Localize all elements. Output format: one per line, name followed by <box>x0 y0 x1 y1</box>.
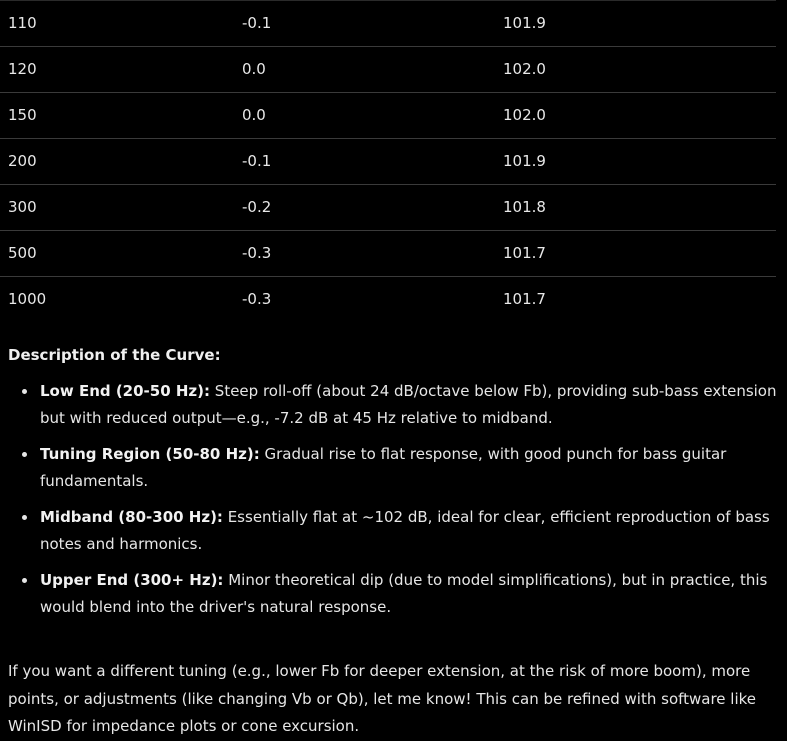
frequency-cell: 110 <box>8 14 37 32</box>
description-list <box>0 378 780 630</box>
spl-cell: 101.7 <box>503 244 546 262</box>
relative-db-cell: -0.1 <box>242 152 272 170</box>
response-table <box>0 0 776 322</box>
bullet-icon <box>22 515 27 520</box>
table-row <box>0 92 776 138</box>
table-row <box>0 230 776 276</box>
bullet-icon <box>22 389 27 394</box>
list-item <box>0 504 780 558</box>
description-heading: Description of the Curve: <box>8 346 221 364</box>
table-row <box>0 138 776 184</box>
bullet-label: Low End (20-50 Hz): <box>40 382 211 400</box>
spl-cell: 101.7 <box>503 290 546 308</box>
table-row <box>0 184 776 230</box>
bullet-icon <box>22 578 27 583</box>
relative-db-cell: 0.0 <box>242 60 266 78</box>
bullet-text: Essentially flat at ~102 dB, ideal for clear, efficient reproduction of bass notes and harmonics. <box>40 508 770 553</box>
spl-cell: 101.9 <box>503 152 546 170</box>
spl-cell: 101.8 <box>503 198 546 216</box>
bullet-text: Minor theoretical dip (due to model simplifications), but in practice, this would blend into the driver's natural response. <box>40 571 768 616</box>
list-item <box>0 441 780 495</box>
spl-cell: 102.0 <box>503 60 546 78</box>
table-row <box>0 46 776 92</box>
frequency-cell: 120 <box>8 60 37 78</box>
frequency-cell: 300 <box>8 198 37 216</box>
frequency-cell: 1000 <box>8 290 47 308</box>
relative-db-cell: -0.3 <box>242 290 272 308</box>
table-row <box>0 276 776 322</box>
bullet-label: Upper End (300+ Hz): <box>40 571 224 589</box>
list-item <box>0 378 780 432</box>
spl-cell: 102.0 <box>503 106 546 124</box>
relative-db-cell: -0.1 <box>242 14 272 32</box>
frequency-cell: 500 <box>8 244 37 262</box>
list-item <box>0 567 780 621</box>
bullet-text: Steep roll-off (about 24 dB/octave below Fb), providing sub-bass extension but with reduced output—e.g., -7.2 dB at 45 Hz relative to midband. <box>40 382 777 427</box>
bullet-label: Tuning Region (50-80 Hz): <box>40 445 260 463</box>
frequency-cell: 200 <box>8 152 37 170</box>
frequency-cell: 150 <box>8 106 37 124</box>
bullet-label: Midband (80-300 Hz): <box>40 508 223 526</box>
relative-db-cell: -0.3 <box>242 244 272 262</box>
bullet-icon <box>22 452 27 457</box>
relative-db-cell: 0.0 <box>242 106 266 124</box>
relative-db-cell: -0.2 <box>242 198 272 216</box>
table-row <box>0 0 776 46</box>
spl-cell: 101.9 <box>503 14 546 32</box>
closing-paragraph: If you want a different tuning (e.g., lower Fb for deeper extension, at the risk of more boom), more points, or adjustments (like changing Vb or Qb), let me know! This can be refined with software like WinISD for impedance plots or cone excursion. <box>8 662 757 735</box>
bullet-text: Gradual rise to flat response, with good punch for bass guitar fundamentals. <box>40 445 727 490</box>
